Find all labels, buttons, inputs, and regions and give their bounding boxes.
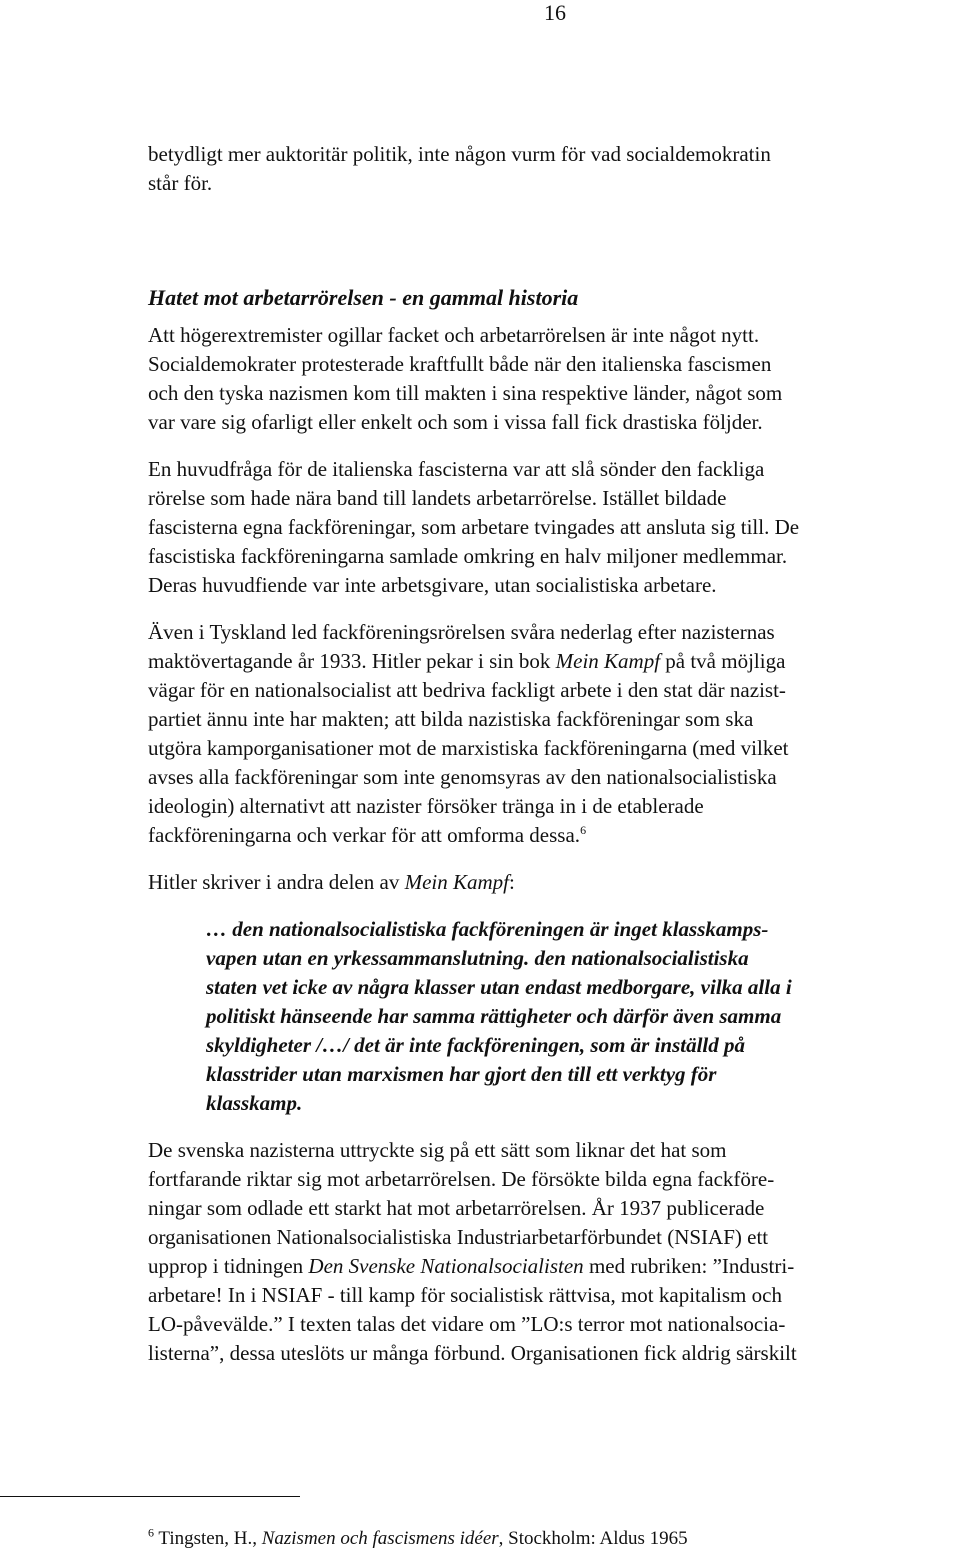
- paragraph-line: Att högerextremister ogillar facket och arbetarrörelsen är inte något nytt.: [148, 323, 760, 347]
- text-segment: Tingsten, H.,: [154, 1528, 262, 1549]
- paragraph-line: LO-påvevälde.” I texten talas det vidare om ”LO:s terror mot nationalsocia-: [148, 1312, 786, 1336]
- paragraph-line: organisationen Nationalsocialistiska Industriarbetarförbundet (NSIAF) ett: [148, 1225, 769, 1249]
- paragraph-line: [148, 1252, 938, 1281]
- text-segment: på två möjliga: [660, 649, 786, 673]
- paragraph-line: Även i Tyskland led fackföreningsrörelsen svåra nederlag efter nazisternas: [148, 620, 775, 644]
- text-segment: , Stockholm: Aldus 1965: [498, 1528, 688, 1549]
- book-title: Mein Kampf: [555, 649, 661, 673]
- text-segment: fackföreningarna och verkar för att omforma dessa.: [148, 823, 581, 847]
- paragraph-line: listerna”, dessa uteslöts ur många förbund. Organisationen fick aldrig särskilt: [148, 1341, 797, 1365]
- footnote-number: 6: [148, 1525, 154, 1540]
- text-segment: upprop i tidningen: [148, 1254, 309, 1278]
- footnote-ref[interactable]: 6: [580, 823, 587, 837]
- paragraph-line: Socialdemokrater protesterade kraftfullt både när den italienska fascismen: [148, 352, 772, 376]
- paragraph-line: utgöra kamporganisationer mot de marxistiska fackföreningarna (med vilket: [148, 736, 789, 760]
- book-title: Nazismen och fascismens idéer: [261, 1528, 499, 1549]
- footnote: [148, 1525, 688, 1550]
- quote-line: skyldigheter /…/ det är inte fackföreningen, som är inställd på: [206, 1033, 746, 1057]
- paragraph-line: avses alla fackföreningar som inte genomsyras av den nationalsocialistiska: [148, 765, 777, 789]
- paragraph-line: [148, 868, 938, 897]
- quote-line: … den nationalsocialistiska fackföreningen är inget klasskamps-: [206, 917, 769, 941]
- text-segment: Hitler skriver i andra delen av: [148, 870, 405, 894]
- book-title: Mein Kampf: [404, 870, 509, 894]
- paragraph-line: [148, 821, 938, 850]
- paragraph-line: fascisterna egna fackföreningar, som arbetare tvingades att ansluta sig till. De: [148, 515, 800, 539]
- block-quote: [148, 915, 938, 1118]
- paragraph-line: vägar för en nationalsocialist att bedriva fackligt arbete i den stat där nazist-: [148, 678, 786, 702]
- paragraph-line: betydligt mer auktoritär politik, inte någon vurm för vad socialdemokratin: [148, 142, 771, 166]
- paragraph-line: De svenska nazisterna uttryckte sig på ett sätt som liknar det hat som: [148, 1138, 727, 1162]
- paragraph-line: partiet ännu inte har makten; att bilda nazistiska fackföreningar som ska: [148, 707, 754, 731]
- quote-line: politiskt hänseende har samma rättigheter och därför även samma: [206, 1004, 782, 1028]
- paragraph-line: rörelse som hade nära band till landets arbetarrörelse. Istället bildade: [148, 486, 727, 510]
- page-number: 16: [544, 0, 566, 25]
- paragraph-line: Deras huvudfiende var inte arbetsgivare, utan socialistiska arbetare.: [148, 573, 717, 597]
- paragraph-line: ideologin) alternativt att nazister försöker tränga in i de etablerade: [148, 794, 704, 818]
- quote-line: klasstrider utan marxismen har gjort den till ett verktyg för: [206, 1062, 717, 1086]
- paragraph-line: arbetare! In i NSIAF - till kamp för socialistisk rättvisa, mot kapitalism och: [148, 1283, 782, 1307]
- paragraph-line: var vare sig ofarligt eller enkelt och som i vissa fall fick drastiska följder.: [148, 410, 763, 434]
- text-segment: :: [508, 870, 515, 894]
- quote-line: vapen utan en yrkessammanslutning. den nationalsocialistiska: [206, 946, 749, 970]
- paragraph-line: står för.: [148, 171, 213, 195]
- document-body: [148, 140, 938, 1368]
- section-heading: Hatet mot arbetarrörelsen - en gammal historia: [148, 285, 579, 310]
- text-segment: maktövertagande år 1933. Hitler pekar i sin bok: [148, 649, 556, 673]
- paragraph-line: ningar som odlade ett starkt hat mot arbetarrörelsen. År 1937 publicerade: [148, 1196, 765, 1220]
- newspaper-title: Den Svenske Nationalsocialisten: [308, 1254, 584, 1278]
- paragraph-line: fortfarande riktar sig mot arbetarrörelsen. De försökte bilda egna fackföre-: [148, 1167, 775, 1191]
- quote-line: klasskamp.: [206, 1091, 303, 1115]
- quote-line: staten vet icke av några klasser utan endast medborgare, vilka alla i: [206, 975, 792, 999]
- paragraph-line: och den tyska nazismen kom till makten i sina respektive länder, något som: [148, 381, 783, 405]
- paragraph-line: fascistiska fackföreningarna samlade omkring en halv miljoner medlemmar.: [148, 544, 788, 568]
- text-segment: med rubriken: ”Industri-: [583, 1254, 795, 1278]
- footnote-separator: [0, 1496, 300, 1497]
- paragraph-line: En huvudfråga för de italienska fascisterna var att slå sönder den fackliga: [148, 457, 765, 481]
- paragraph-line: [148, 647, 938, 676]
